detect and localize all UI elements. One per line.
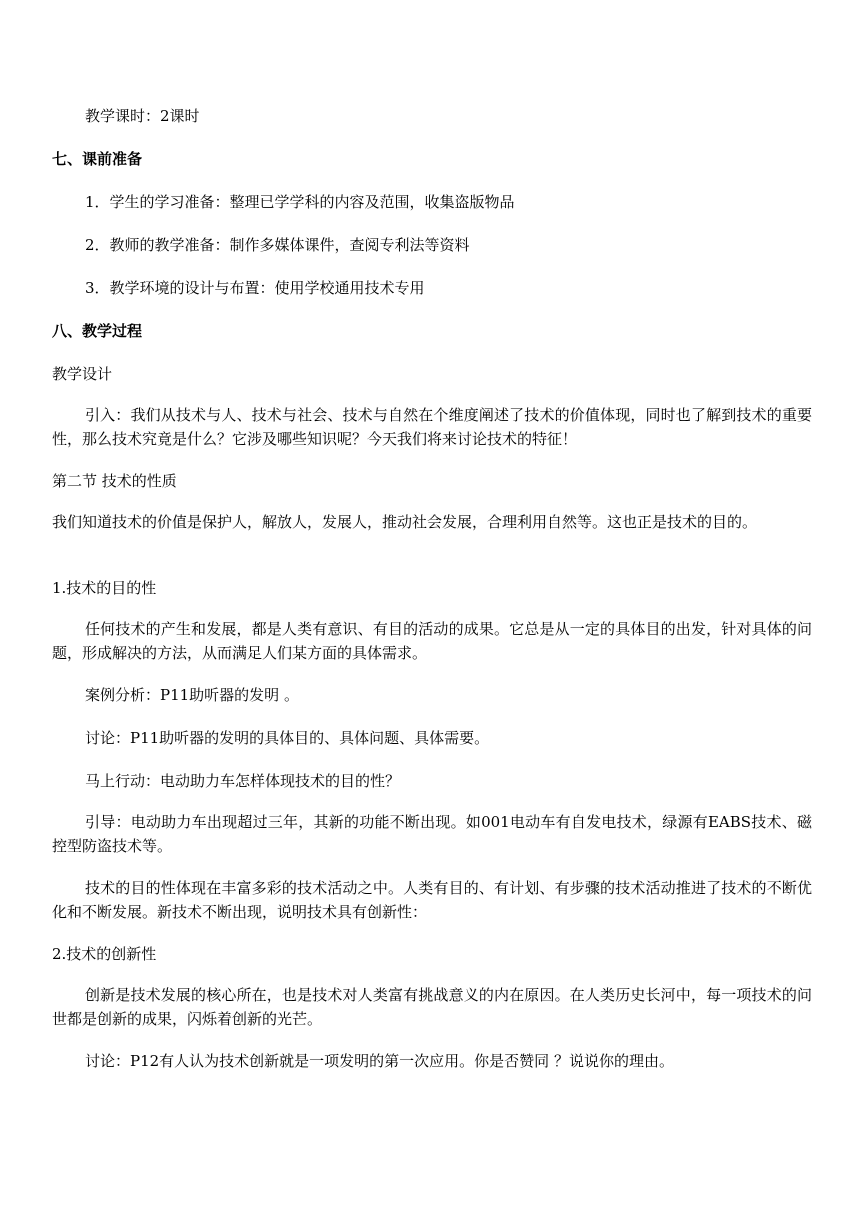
purpose-body: 任何技术的产生和发展，都是人类有意识、有目的活动的成果。它总是从一定的具体目的出发，针对具体的问题，形成解决的方法，从而满足人们某方面的具体需求。 xyxy=(52,620,812,662)
intro-paragraph: 引入：我们从技术与人、技术与社会、技术与自然在个维度阐述了技术的价值体现，同时也了解到技术的重要性，那么技术究竟是什么？它涉及哪些知识呢？今天我们将来讨论技术的特征！ xyxy=(52,406,812,448)
purpose-title: 1.技术的目的性 xyxy=(52,579,157,597)
prep-item-3: 3．教学环境的设计与布置：使用学校通用技术专用 xyxy=(85,279,425,297)
case-analysis: 案例分析：P11助听器的发明 。 xyxy=(85,686,299,704)
innovation-title: 2.技术的创新性 xyxy=(52,945,157,963)
action-line: 马上行动：电动助力车怎样体现技术的目的性？ xyxy=(85,772,401,790)
teaching-design-label: 教学设计 xyxy=(52,365,113,383)
purpose-summary: 技术的目的性体现在丰富多彩的技术活动之中。人类有目的、有计划、有步骤的技术活动推进了技术的不断优化和不断发展。新技术不断出现，说明技术具有创新性： xyxy=(52,879,812,921)
value-paragraph: 我们知道技术的价值是保护人，解放人，发展人，推动社会发展，合理利用自然等。这也正是技术的目的。 xyxy=(52,513,758,531)
discussion-1: 讨论：P11助听器的发明的具体目的、具体问题、具体需要。 xyxy=(85,729,490,747)
innovation-body: 创新是技术发展的核心所在，也是技术对人类富有挑战意义的内在原因。在人类历史长河中，每一项技术的问世都是创新的成果，闪烁着创新的光芒。 xyxy=(52,986,812,1028)
section-heading-process: 八、教学过程 xyxy=(52,322,143,340)
prep-item-2: 2．教师的教学准备：制作多媒体课件，查阅专利法等资料 xyxy=(85,236,470,254)
prep-item-1: 1．学生的学习准备：整理已学学科的内容及范围，收集盗版物品 xyxy=(85,193,515,211)
section-heading-prep: 七、课前准备 xyxy=(52,150,143,168)
discussion-2: 讨论：P12有人认为技术创新就是一项发明的第一次应用。你是否赞同 ？说说你的理由。 xyxy=(85,1052,674,1070)
guide-paragraph: 引导：电动助力车出现超过三年，其新的功能不断出现。如001电动车有自发电技术，绿源有EABS技术、磁控型防盗技术等。 xyxy=(52,813,812,855)
teaching-hours: 教学课时：2课时 xyxy=(85,107,200,125)
section-title: 第二节 技术的性质 xyxy=(52,472,177,490)
